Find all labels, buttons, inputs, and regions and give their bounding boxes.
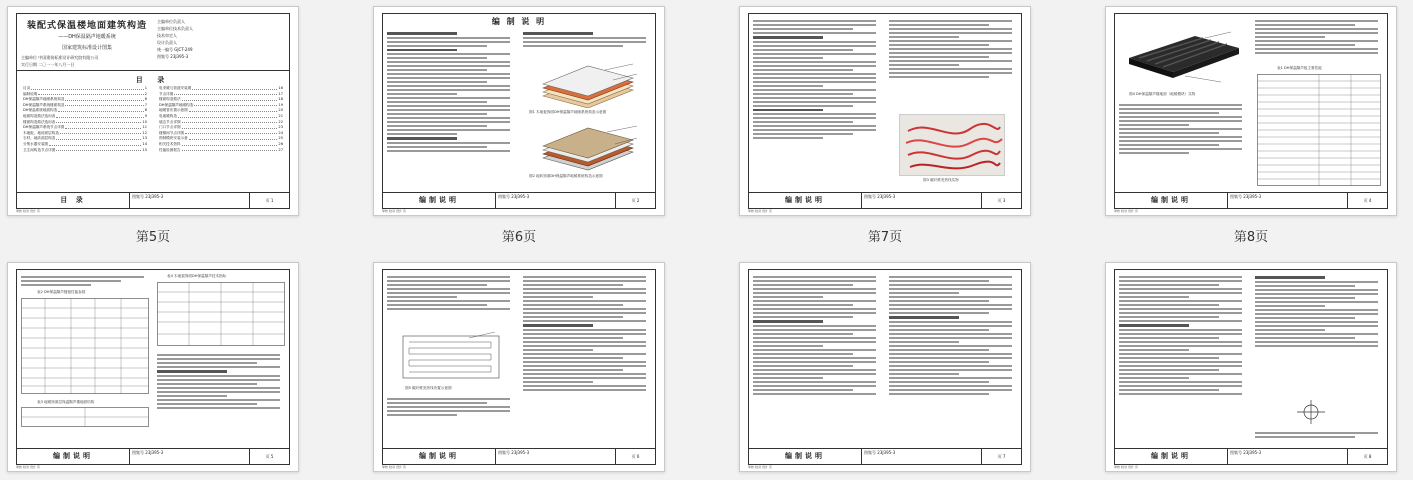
toc-entry	[159, 148, 283, 154]
sheet-code: 图集号 23J395-3	[129, 449, 249, 464]
sheet-page: 页 3	[981, 193, 1021, 208]
cover-role: 技术审定人	[157, 33, 177, 38]
toc-entry-title: 编制说明	[23, 91, 38, 96]
page-label[interactable]: 第7页	[867, 230, 903, 245]
text-column	[387, 396, 515, 444]
toc-entry-title: DH保温隔声地暖构造	[159, 102, 194, 107]
toc-entry-page: 24	[278, 130, 283, 135]
title-block	[383, 192, 655, 208]
drawing-sheet	[382, 269, 656, 465]
drawing-sheet	[16, 269, 290, 465]
performance-table	[21, 298, 149, 394]
figure-caption: 图2 地砖饰面DH保温隔声地暖系统构造示意图	[529, 174, 603, 178]
cover-code: 图集号 23J395-3	[157, 54, 189, 59]
toc-left	[23, 86, 147, 153]
toc-entry-page: 27	[278, 147, 283, 152]
toc-entry-title: 电地暖构造	[159, 113, 177, 118]
toc-entry-page: 15	[142, 147, 147, 152]
toc-right	[159, 86, 283, 153]
page-thumbnail-11[interactable]	[739, 262, 1031, 472]
sheet-title: 编制说明	[419, 196, 459, 204]
toc-entry-page: 12	[142, 130, 147, 135]
title-block	[383, 448, 655, 464]
toc-entry-title: 分集水器安装图	[23, 141, 49, 146]
sheet-footer: 审核 校对 设计 页	[16, 209, 40, 213]
toc-entry-page: 10	[142, 119, 147, 124]
title-block	[17, 192, 289, 208]
table-caption: 表4 木地板饰面DH保温隔声技术指标	[167, 274, 227, 278]
toc-entry-title: 石材、地砖面层构造	[23, 136, 56, 141]
toc-entry-title: 墙边节点详图	[159, 119, 181, 124]
sheet-code: 图集号 23J395-3	[129, 193, 249, 208]
drawing-sheet	[1114, 13, 1388, 209]
drawing-sheet	[382, 13, 656, 209]
sheet-title: 编制说明	[1151, 452, 1191, 460]
sheet-page: 页 1	[249, 193, 289, 208]
sheet-footer: 审核 校对 设计 页	[382, 465, 406, 469]
text-column	[387, 30, 515, 188]
cover-role: 主编单位技术负责人	[157, 26, 193, 31]
title-block	[1115, 192, 1387, 208]
drawing-sheet	[1114, 269, 1388, 465]
spec-table	[1257, 74, 1381, 186]
sheet-footer: 审核 校对 设计 页	[1114, 465, 1138, 469]
cover-title: 装配式保温楼地面建筑构造	[26, 21, 147, 31]
sheet-page: 页 6	[615, 449, 655, 464]
sheet-title: 编制说明	[1151, 196, 1191, 204]
text-column	[753, 18, 881, 188]
sheet-footer: 审核 校对 设计 页	[382, 209, 406, 213]
toc-entry-page: 6	[144, 97, 147, 102]
sheet-code: 图集号 23J395-3	[1227, 193, 1347, 208]
page-thumbnail-8[interactable]	[1105, 6, 1397, 216]
toc-entry-title: DH保温隔声地暖系统构造	[23, 97, 65, 102]
toc-entry-title: DH保温系统地面构造	[23, 108, 58, 113]
drawing-sheet	[16, 13, 290, 209]
title-block	[749, 448, 1021, 464]
title-block	[1115, 448, 1387, 464]
page-thumbnail-10[interactable]	[373, 262, 665, 472]
toc-entry-page: 16	[278, 86, 283, 90]
figure-caption: 图1 木地板饰面DH保温隔声地暖系统构造示意图	[529, 110, 607, 114]
toc-entry-title: 相关技术资料	[159, 141, 181, 146]
page-label[interactable]: 第8页	[1233, 230, 1269, 245]
cover-role: 设计负责人	[157, 40, 177, 45]
sheet-footer: 审核 校对 设计 页	[16, 465, 40, 469]
sheet-page: 页 2	[615, 193, 655, 208]
sheet-footer: 审核 校对 设计 页	[1114, 209, 1138, 213]
text-column	[157, 352, 285, 444]
table-caption: 表2 DH保温隔声楼板性能参数	[37, 290, 86, 294]
figure-tile-floor	[533, 118, 643, 172]
toc-entry-page: 11	[142, 125, 147, 130]
toc-entry-page: 18	[278, 97, 283, 102]
drawing-sheet	[748, 13, 1022, 209]
text-column	[1255, 430, 1383, 444]
sheet-code: 图集号 23J395-3	[495, 193, 615, 208]
toc-entry-page: 25	[278, 136, 283, 141]
photo-carbon-fiber-wire	[899, 114, 1005, 176]
sheet-code: 图集号 23J395-3	[861, 449, 981, 464]
sheet-page: 页 8	[1347, 449, 1387, 464]
text-column	[889, 274, 1017, 444]
page-label[interactable]: 第5页	[135, 230, 171, 245]
cover-role: 主编单位负责人	[157, 19, 185, 24]
toc-entry-title: 楼面构造做法	[159, 97, 181, 102]
sheet-title: 编制说明	[785, 452, 825, 460]
toc-entry-title: 楼面构造做法选用表	[23, 119, 56, 124]
symbol-detail	[1291, 398, 1331, 428]
cover-dept: 国家建筑标准设计图集	[61, 45, 112, 51]
toc-entry-page: 7	[144, 102, 147, 107]
toc-entry-page: 9	[144, 113, 147, 118]
toc-entry-page: 21	[278, 113, 283, 118]
toc-entry-page: 8	[144, 108, 147, 113]
sheet-header: 编 制 说 明	[491, 17, 547, 26]
page-label[interactable]: 第6页	[501, 230, 537, 245]
figure-caption: 图4 DH保温隔声楼地面（地暖模块）实物	[1129, 92, 1196, 96]
sheet-page: 页 4	[1347, 193, 1387, 208]
toc-entry-page: 13	[142, 136, 147, 141]
sheet-title: 目 录	[60, 196, 86, 204]
toc-entry-title: 电采暖与管道安装图	[159, 86, 192, 90]
sheet-code: 图集号 23J395-3	[495, 449, 615, 464]
toc-entry-title: 预制模块安装示意	[159, 136, 188, 141]
page-thumbnail-6[interactable]	[373, 6, 665, 216]
toc-entry-title: DH保温隔声系统楼面构造	[23, 102, 65, 107]
toc-entry-title: 目录	[23, 86, 31, 90]
toc-title: 目 录	[135, 76, 171, 84]
text-column	[523, 274, 651, 444]
toc-entry-title: 性能检测报告	[159, 147, 181, 152]
page-thumbnail-12[interactable]	[1105, 262, 1397, 472]
title-block	[17, 448, 289, 464]
figure-caption: 图3 碳纤维发热线实物	[923, 178, 959, 182]
page-thumbnail-9[interactable]	[7, 262, 299, 472]
toc-entry-title: 卫生间构造节点详图	[23, 147, 56, 152]
cover-date: 实行日期 二〇一一年八月一日	[21, 62, 75, 67]
floor-structure-table	[21, 407, 149, 427]
title-block	[749, 192, 1021, 208]
cover-num: 统一编号 GJCT-249	[157, 47, 193, 52]
sheet-page: 页 7	[981, 449, 1021, 464]
figure-caption: 图5 碳纤维发热线布置示意图	[405, 386, 452, 390]
sheet-title: 编制说明	[785, 196, 825, 204]
page-thumbnail-7[interactable]	[739, 6, 1031, 216]
page-thumbnail-5[interactable]	[7, 6, 299, 216]
toc-entry-title: 地暖管布置示意图	[159, 108, 188, 113]
cover-subtitle: ——DH保温隔声地暖系统	[58, 34, 116, 40]
sheet-code: 图集号 23J395-3	[861, 193, 981, 208]
toc-entry-page: 19	[278, 102, 283, 107]
toc-entry-title: 门口节点详图	[159, 125, 181, 130]
sheet-title: 编制说明	[53, 452, 93, 460]
sheet-code: 图集号 23J395-3	[1227, 449, 1347, 464]
table-caption: 表3 地暖饰面层保温隔声楼地面结构	[37, 400, 95, 404]
toc-entry-page: 26	[278, 141, 283, 146]
diagram-wire-layout	[399, 332, 503, 382]
toc-entry-page: 23	[278, 125, 283, 130]
sheet-page: 页 5	[249, 449, 289, 464]
toc-entry	[23, 148, 147, 154]
drawing-sheet	[748, 269, 1022, 465]
text-column	[753, 274, 881, 444]
table-caption: 表1 DH保温隔声板主要性能	[1277, 66, 1322, 70]
wood-floor-index-table	[157, 282, 285, 346]
toc-entry-title: DH保温隔声系统节点详图	[23, 125, 65, 130]
toc-entry-title: 木地板、地砖面层构造	[23, 130, 59, 135]
toc-entry-page: 2	[144, 91, 147, 96]
toc-entry-title: 楼梯间节点详图	[159, 130, 185, 135]
sheet-title: 编制说明	[419, 452, 459, 460]
toc-entry-page: 1	[144, 86, 147, 90]
text-column	[1119, 274, 1247, 444]
figure-wood-floor	[533, 58, 643, 108]
photo-heating-module	[1125, 28, 1243, 88]
toc-entry-page: 20	[278, 108, 283, 113]
text-column	[1119, 102, 1247, 188]
sheet-footer: 审核 校对 设计 页	[748, 209, 772, 213]
toc-entry-title: 节点详图	[159, 91, 174, 96]
toc-entry-title: 地面构造做法选用表	[23, 113, 56, 118]
sheet-footer: 审核 校对 设计 页	[748, 465, 772, 469]
toc-entry-page: 17	[278, 91, 283, 96]
toc-entry-page: 14	[142, 141, 147, 146]
cover-org: 主编单位 中国建筑标准设计研究院有限公司	[21, 55, 99, 60]
toc-entry-page: 22	[278, 119, 283, 124]
